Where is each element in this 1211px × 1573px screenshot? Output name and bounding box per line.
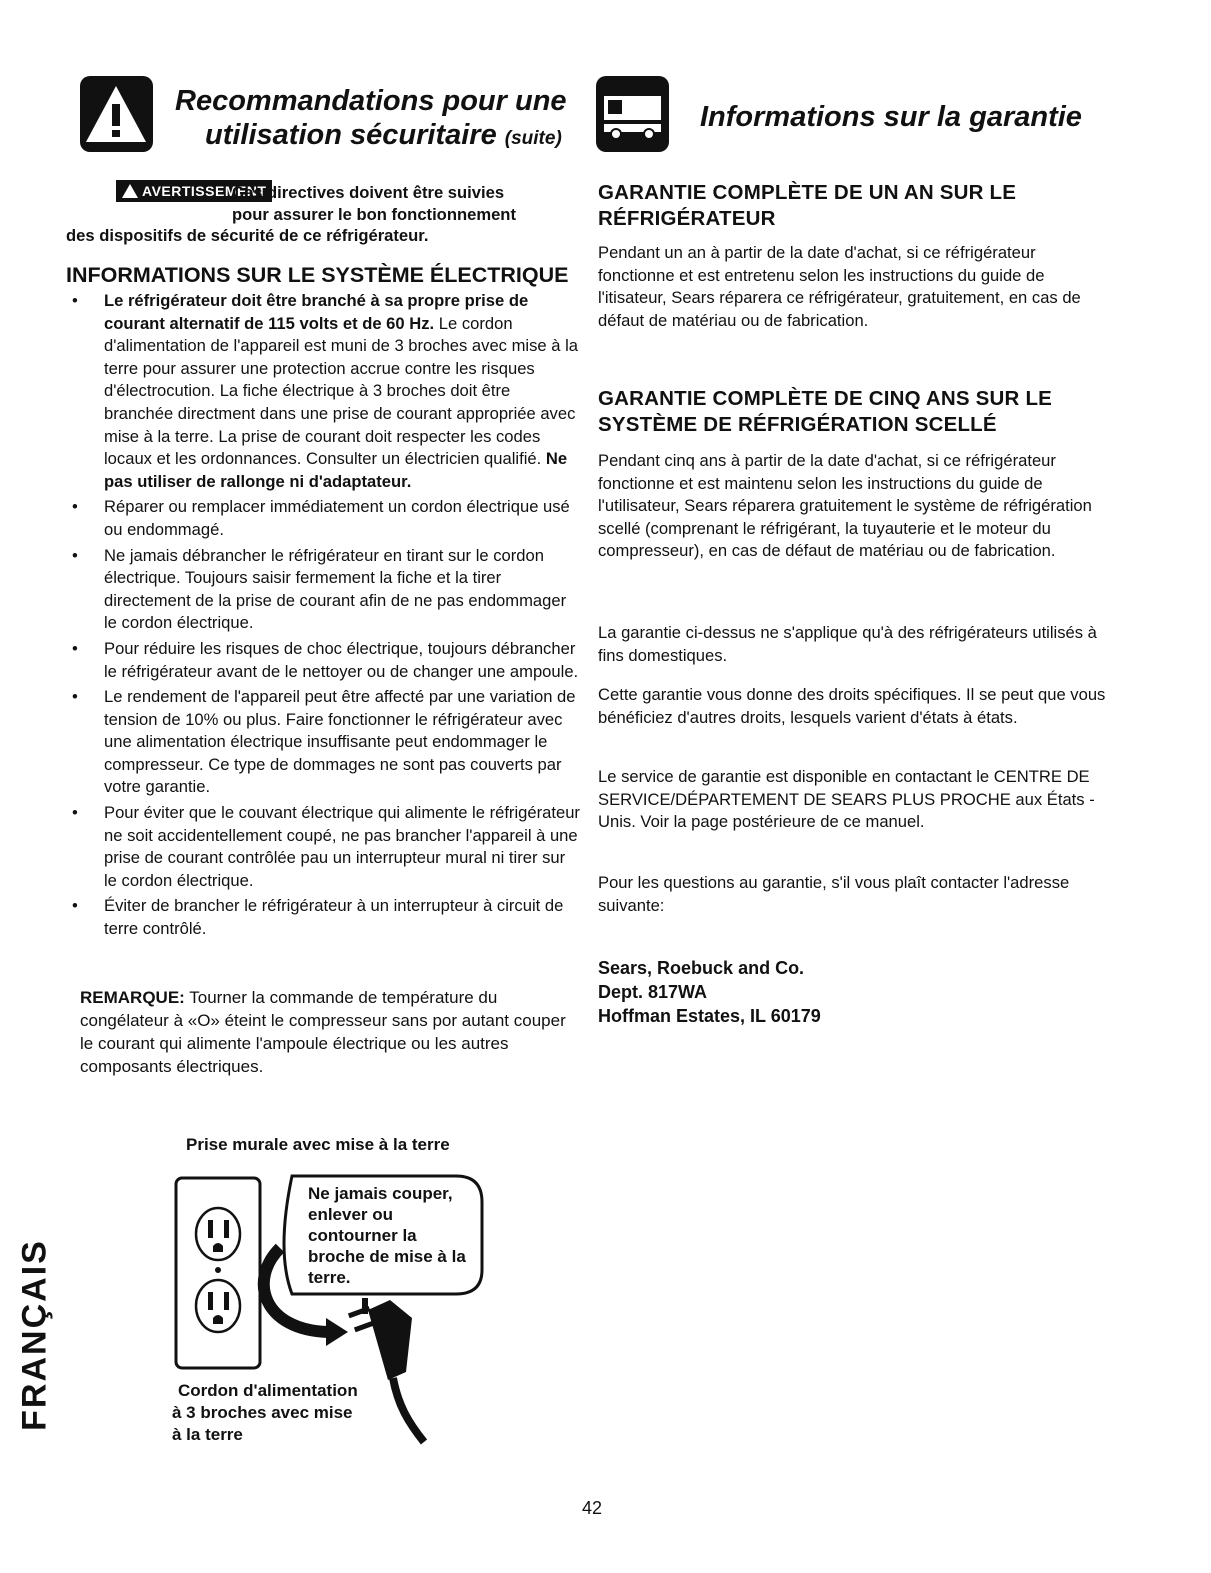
warning-badge-label: AVERTISSEMENT [142, 183, 267, 199]
list-item [68, 290, 580, 493]
list-item: • Pour éviter que le couvant électrique qui alimente le réfrigérateur ne soit accidentellement coupé, ne pas brancher l'appareil à une prise de courant contrôlée pau un interrupteur mural ni tirer sur le cordon électrique. [68, 802, 580, 892]
left-header-line2: utilisation sécuritaire [205, 119, 497, 151]
language-side-tab [10, 1239, 60, 1431]
bullet-1-bold2: Ne pas utiliser de rallonge ni d'adaptateur. [104, 449, 568, 491]
warranty-section-1-text: Pendant un an à partir de la date d'achat, si ce réfrigérateur fonctionne et est entretenu selon les instructions du guide de l'itisateur, Sears réparera ce réfrigérateur, gratuitement, en cas de défaut de matériau ou de fabrication. [598, 243, 1081, 330]
language-side-tab-label: FRANÇAIS [15, 1239, 54, 1431]
figure-bottom-label-3: à la terre [172, 1425, 243, 1444]
warning-triangle-icon [80, 76, 153, 152]
figure-bottom-label-1: Cordon d'alimentation [178, 1381, 358, 1400]
remark-note [80, 986, 570, 1078]
warranty-section-1-title: GARANTIE COMPLÈTE DE UN AN SUR LE RÉFRIGÉRATEUR [598, 181, 1017, 230]
warning-text-line3: des dispositifs de sécurité de ce réfrigérateur. [66, 226, 429, 245]
address-line-3: Hoffman Estates, IL 60179 [598, 1006, 821, 1026]
bullet-1-text: Le cordon d'alimentation de l'appareil est muni de 3 broches avec mise à la terre pour assurer une protection accrue contre les risques d'électrocution. La fiche électrique à 3 broches doit être branchée directment dans une prise de courant appropriée avec mise à la terre. La prise de courant doit respecter les codes locaux et les ordonnances. Consulter un électricien qualifié. [104, 313, 578, 469]
warranty-para-5: Le service de garantie est disponible en contactant le CENTRE DE SERVICE/DÉPARTEMENT DE SEARS PLUS PROCHE aux États - Unis. Voir la page postérieure de ce manuel. [598, 767, 1095, 832]
delivery-truck-icon [596, 76, 669, 152]
electrical-bullets [68, 290, 580, 944]
left-header-line1: Recommandations pour une [175, 85, 567, 117]
warranty-para-4: Cette garantie vous donne des droits spécifiques. Il se peut que vous bénéficiez d'autres droits, lesquels varient d'états à états. [598, 685, 1106, 727]
page-number: 42 [582, 1498, 603, 1518]
warranty-section-2-text: Pendant cinq ans à partir de la date d'achat, si ce réfrigérateur fonctionne et est maintenu selon les instructions du guide de l'utilisateur, Sears réparera gratuitement le système de réfrigération scellé (comprenant le réfrigérant, la tuyauterie et le moteur du compresseur), en cas de défaut de matériau ou de fabrication. [598, 451, 1092, 561]
warranty-para-3: La garantie ci-dessus ne s'applique qu'à des réfrigérateurs utilisés à fins domestiques. [598, 623, 1097, 665]
right-header-title: Informations sur la garantie [700, 101, 1082, 133]
warranty-para-6: Pour les questions au garantie, s'il vous plaît contacter l'adresse suivante: [598, 873, 1070, 915]
list-item: • Le rendement de l'appareil peut être affecté par une variation de tension de 10% ou plus. Faire fonctionner le réfrigérateur avec une alimentation électrique insuffisante peut endommager le compresseur. Ce type de dommages ne sont pas couverts par votre garantie. [68, 686, 580, 799]
address-line-1: Sears, Roebuck and Co. [598, 958, 805, 978]
callout-text: Ne jamais couper, enlever ou contourner la broche de mise à la terre. [308, 1184, 466, 1287]
address-line-2: Dept. 817WA [598, 982, 708, 1002]
warning-text-line1: Ces directives doivent être suivies [232, 183, 505, 202]
remark-text: Tourner la commande de température du congélateur à «O» éteint le compresseur sans por autant couper le courant qui alimente l'ampoule électrique ou les autres composants électriques. [80, 988, 566, 1076]
left-header-title [175, 84, 595, 156]
warranty-section-2-title: GARANTIE COMPLÈTE DE CINQ ANS SUR LE SYSTÈME DE RÉFRIGÉRATION SCELLÉ [598, 387, 1053, 436]
list-item: • Ne jamais débrancher le réfrigérateur en tirant sur le cordon électrique. Toujours saisir fermement la fiche et la tirer directement de la prise de courant afin de ne pas endommager le cordon électrique. [68, 545, 580, 635]
figure-top-label: Prise murale avec mise à la terre [186, 1135, 450, 1154]
figure-bottom-label-2: à 3 broches avec mise [172, 1403, 353, 1422]
list-item: • Réparer ou remplacer immédiatement un cordon électrique usé ou endommagé. [68, 496, 580, 541]
list-item: • Éviter de brancher le réfrigérateur à un interrupteur à circuit de terre contrôlé. [68, 895, 580, 940]
warning-icon [122, 184, 138, 198]
warning-text-line2: pour assurer le bon fonctionnement [232, 205, 516, 224]
bullet-1-bold: Le réfrigérateur doit être branché à sa propre prise de courant alternatif de 115 volts et de 60 Hz. [104, 291, 529, 333]
list-item: • Pour réduire les risques de choc électrique, toujours débrancher le réfrigérateur avant de le nettoyer ou de changer une ampoule. [68, 638, 580, 683]
left-header-suffix: (suite) [504, 128, 562, 149]
remark-label: REMARQUE: [80, 988, 185, 1007]
electrical-section-title: INFORMATIONS SUR LE SYSTÈME ÉLECTRIQUE [66, 263, 569, 287]
